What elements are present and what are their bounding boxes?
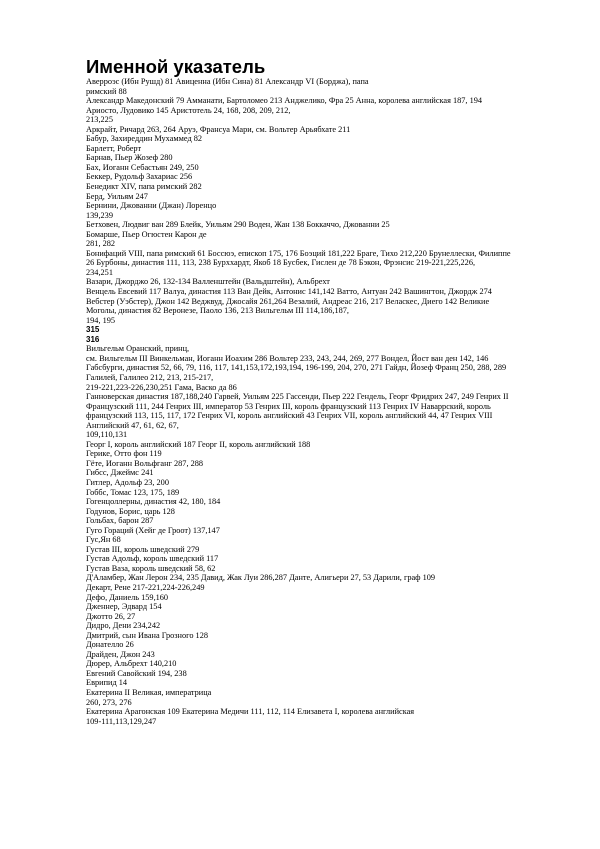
index-entry-line: 219-221,223-226,230,251 Гама, Васко да 86 <box>86 382 237 392</box>
index-entry-line: Гибсс, Джеймс 241 <box>86 468 154 478</box>
index-entry-line: Бетховен, Людвиг ван 289 Блейк, Уильям 290 Воден, Жан 138 Боккаччо, Джованни 25 <box>86 220 390 230</box>
index-entry-line: Дженнер, Эдвард 154 <box>86 602 162 612</box>
index-entry-line: Декарт, Рене 217-221,224-226,249 <box>86 582 205 592</box>
index-entry-line: Берд, Уильям 247 <box>86 191 148 201</box>
index-entry-line: Дефо, Даниель 159,160 <box>86 592 169 602</box>
index-entry-line: Гуго Гораций (Хейг де Гроот) 137,147 <box>86 525 220 535</box>
index-entry-line: римский 88 <box>86 86 127 96</box>
index-entry-line: Английский 47, 61, 62, 67, <box>86 420 179 430</box>
index-entry-line: Дидро, Дени 234,242 <box>86 621 161 631</box>
index-entry-line: Бернини, Джованни (Джан) Лоренцо <box>86 201 217 211</box>
index-entry-line: Гитлер, Адольф 23, 200 <box>86 477 169 487</box>
index-entry-line: Дюрер, Альбрехт 140,210 <box>86 659 177 669</box>
index-entry-line: Герике, Отто фон 119 <box>86 449 162 459</box>
index-entry-line: Донателло 26 <box>86 640 134 650</box>
page-number: 316 <box>86 334 100 344</box>
index-entry-line: Ганноверская династия 187,188,240 Гарвей, Уильям 225 Гассенди, Пьер 222 Гендель, Георг Фридрих 247, 249 Генрих II <box>86 392 509 402</box>
index-entry-line: Дмитрий, сын Ивана Грозного 128 <box>86 630 209 640</box>
index-entry-line: Ариосто, Лудовико 145 Аристотель 24, 168, 208, 209, 212, <box>86 105 291 115</box>
index-entry-line: Галилей, Галилео 212, 213, 215-217, <box>86 372 214 382</box>
index-entry-line: Вебстер (Уэбстер), Джон 142 Веджвуд, Джосайя 261,264 Везалий, Андреас 216, 217 Веласкес, Диего 142 Великие <box>86 296 490 306</box>
index-entry-line: Бонифаций VIII, папа римский 61 Боссюэ, епископ 175, 176 Боэций 181,222 Браге, Тихо 212,220 Брунеллески, Филиппе <box>86 248 511 258</box>
index-entry-line: Бабур, Захиреддин Мухаммед 82 <box>86 134 203 144</box>
index-entry-line: Джотто 26, 27 <box>86 611 136 621</box>
index-entry-line: Вильгельм Оранский, принц, <box>86 344 190 354</box>
index-entry-line: Гогенцоллерны, династия 42, 180, 184 <box>86 497 221 507</box>
index-entry-line: Гус,Ян 68 <box>86 535 121 545</box>
index-entry-line: 109,110,131 <box>86 430 128 440</box>
index-entry-line: Беккер, Рудольф Захариас 256 <box>86 172 193 182</box>
name-index-list <box>86 77 536 726</box>
index-entry-line: 213,225 <box>86 115 113 125</box>
index-entry-line: Моголы, династия 82 Веронезе, Паоло 136, 213 Вильгельм III 114,186,187, <box>86 306 349 316</box>
index-entry-line: Д'Аламбер, Жан Лерон 234, 235 Давид, Жак Луи 286,287 Данте, Алигьери 27, 53 Дарили, граф 109 <box>86 573 436 583</box>
index-entry-line: 109-111,113,129,247 <box>86 716 157 726</box>
index-entry-line: Александр Македонский 79 Амманати, Бартоломео 213 Анджелико, Фра 25 Анна, королева английская 187, 194 <box>86 96 483 106</box>
index-entry-line: Гольбах, барон 287 <box>86 516 154 526</box>
index-entry-line: Екатерина II Великая, императрица <box>86 688 212 697</box>
index-entry-line: Барлетт, Роберт <box>86 143 142 153</box>
index-entry-line: Екатерина Арагонская 109 Екатерина Медичи 111, 112, 114 Елизавета I, королева английская <box>86 707 415 717</box>
index-entry-line: Еврипид 14 <box>86 678 128 688</box>
index-entry-line: Аркрайт, Ричард 263, 264 Аруэ, Франсуа Мари, см. Вольтер Арьябхате 211 <box>86 124 351 134</box>
index-entry-line: 260, 273, 276 <box>86 697 132 707</box>
index-entry-line: 281, 282 <box>86 239 116 249</box>
page-number: 315 <box>86 325 100 335</box>
index-entry-line: Густав III, король шведский 279 <box>86 544 200 554</box>
index-entry-line: см. Вильгельм III Винкельман, Иоганн Иоахим 286 Вольтер 233, 243, 244, 269, 277 Вондел, Йост ван ден 142, 146 <box>86 353 489 363</box>
index-entry-line: Бах, Иоганн Себастьян 249, 250 <box>86 162 199 172</box>
index-entry-line: Барнав, Пьер Жозеф 280 <box>86 153 173 163</box>
page-title: Именной указатель <box>86 56 266 77</box>
index-entry-line: 234,251 <box>86 267 113 277</box>
index-entry-line: Бенедикт XIV, папа римский 282 <box>86 182 202 192</box>
index-entry-line: Годунов, Борис, царь 128 <box>86 506 175 516</box>
index-entry-line: Гоббс, Томас 123, 175, 189 <box>86 487 180 497</box>
index-entry-line: Французский 111, 244 Генрих III, император 53 Генрих III, король французский 113 Генрих IV Наваррский, король <box>86 401 491 411</box>
index-entry-line: Густав Адольф, король шведский 117 <box>86 554 219 564</box>
index-entry-line: Аверроэс (Ибн Рушд) 81 Авиценна (Ибн Сина) 81 Александр VI (Борджа), папа <box>86 77 369 86</box>
index-entry-line: Бомарше, Пьер Огюстен Карон де <box>86 229 207 239</box>
index-entry-line: Драйден, Джон 243 <box>86 649 155 659</box>
index-entry-line: 139,239 <box>86 210 113 220</box>
index-entry-line: Гёте, Иоганн Вольфганг 287, 288 <box>86 458 204 468</box>
index-entry-line: Вазари, Джорджо 26, 132-134 Валленштейн (Вальдштейн), Альбрехт <box>86 277 330 287</box>
index-entry-line: Евгений Савойский 194, 238 <box>86 668 187 678</box>
index-entry-line: Габсбурги, династия 52, 66, 79, 116, 117, 141,153,172,193,194, 196-199, 204, 270, 271 Гайдн, Йозеф Франц 250, 288, 289 <box>86 363 507 373</box>
index-entry-line: 26 Бурбоны, династия 111, 113, 238 Бурххардт, Якоб 18 Бусбек, Гислен де 78 Бэкон, Фрэнсис 219-221,225,226, <box>86 258 476 268</box>
index-entry-line: 194, 195 <box>86 315 116 325</box>
index-entry-line: Георг I, король английский 187 Георг II, король английский 188 <box>86 439 311 449</box>
index-entry-line: Венцель Евсевий 117 Валуа, династия 113 Ван Дейк, Антонис 141,142 Ватто, Антуан 242 Вашингтон, Джордж 274 <box>86 287 492 297</box>
index-entry-line: французский 113, 115, 117, 172 Генрих VI, король английский 43 Генрих VII, король английский 44, 47 Генрих VIII <box>86 411 493 421</box>
index-entry-line: Густав Ваза, король шведский 58, 62 <box>86 563 216 573</box>
